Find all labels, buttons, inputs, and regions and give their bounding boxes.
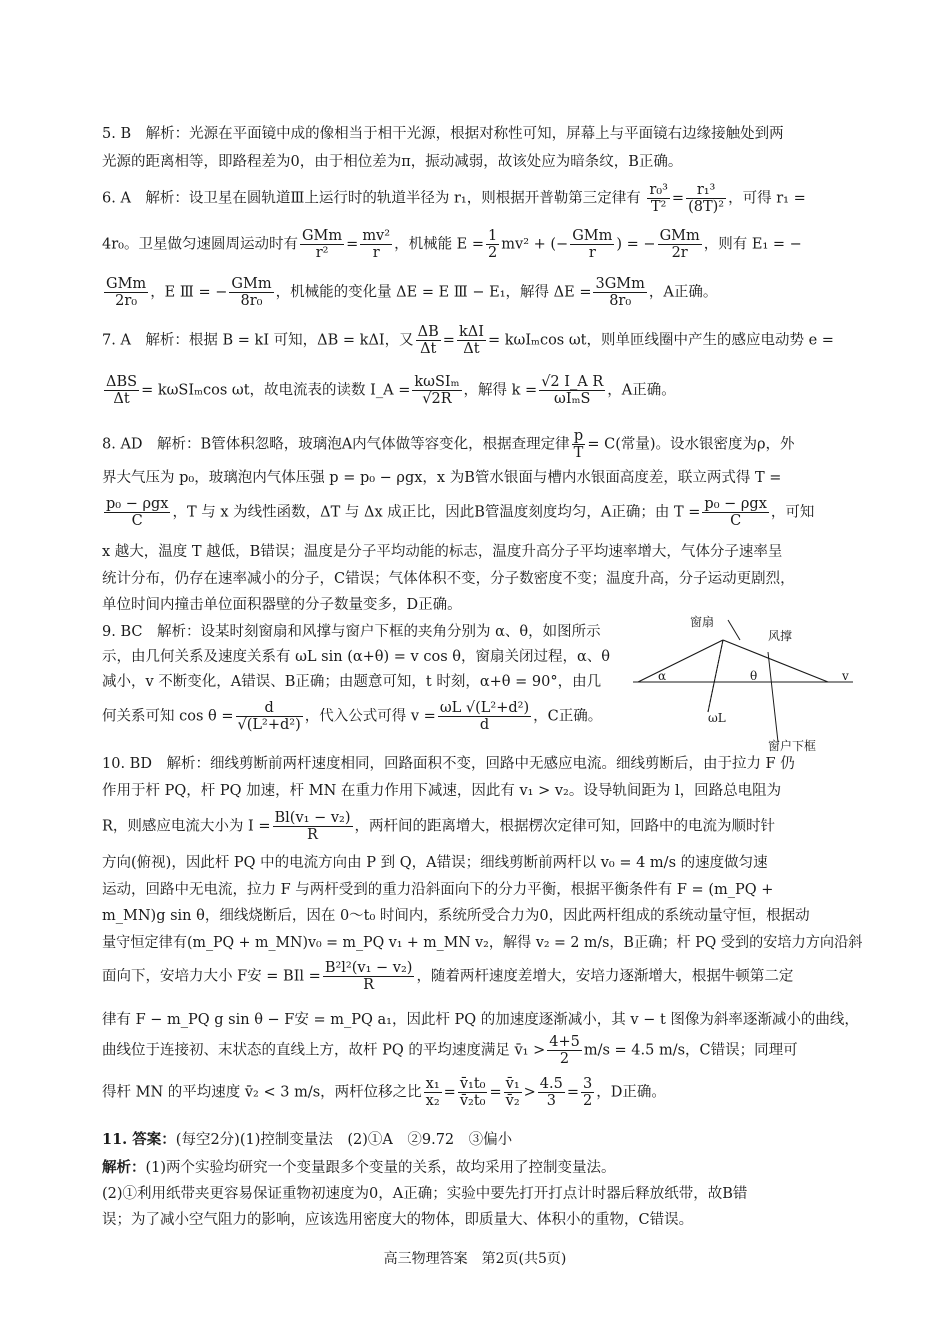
q10-line10: 曲线位于连接初、末状态的直线上方，故杆 PQ 的平均速度满足 v̄₁ > $\frac{4+5}{2}$ m/s = 4.5 m/s，C错误；同理可 xyxy=(102,1034,798,1067)
q7-line1: 7. A 解析：根据 B = kI 可知，ΔB = kΔI，又 $\frac{\Delta B}{\Delta t}$ = $\frac{\text{kΔI}}{\Delta t}$ = kωIₘcos ωt，则单匝线圈中产生的感应电动势 e = xyxy=(102,324,834,357)
q9-line2: 示，由几何关系及速度关系有 ωL sin (α+θ) = v cos θ，窗扇关闭过程，α、θ xyxy=(102,649,611,665)
q10-line3: R，则感应电流大小为 I = $\frac{\text{Bl(v₁ − v₂)}}{R}$ ，两杆间的距离增大，根据楞次定律可知，回路中的电流为顺时针 xyxy=(102,810,775,843)
q10-line9: 律有 F − m_PQ g sin θ − F安 = m_PQ a₁，因此杆 PQ 的加速度逐渐减小，其 v − t 图像为斜率逐渐减小的曲线， xyxy=(102,1012,859,1028)
stay-line xyxy=(723,640,828,682)
label-sash: 窗扇 xyxy=(690,615,715,629)
q10-line2: 作用于杆 PQ，杆 PQ 加速，杆 MN 在重力作用下减速，因此有 v₁ > v₂。设导轨间距为 l，回路总电阻为 xyxy=(102,783,782,799)
label-stay: 风撑 xyxy=(768,629,793,643)
q10-line7: 量守恒定律有(m_PQ + m_MN)v₀ = m_PQ v₁ + m_MN v₂，解得 v₂ = 2 m/s，B正确；杆 PQ 受到的安培力方向沿斜 xyxy=(102,935,863,951)
q8-line1: 8. AD 解析：B管体积忽略，玻璃泡A内气体做等容变化，根据查理定律 $\frac{p}{T}$ = C(常量)。设水银密度为ρ，外 xyxy=(102,428,795,461)
q11-line2: 解析：(1)两个实验均研究一个变量跟多个变量的关系，故均采用了控制变量法。 xyxy=(102,1159,616,1176)
q6-line3: $\frac{\text{GMm}}{\text{2r₀}}$ ，E Ⅲ = − $\frac{\text{GMm}}{\text{8r₀}}$ ，机械能的变化量 ΔE = E Ⅲ − E₁，解得 ΔE = $\frac{\text{3GMm}}{\text{8r₀}}$ ，A正确。 xyxy=(106,276,718,309)
q9-line3: 减小，v 不断变化，A错误、B正确；由题意可知，t 时刻，α+θ = 90°，由几 xyxy=(102,674,602,690)
label-frame: 窗户下框 xyxy=(768,739,817,752)
q11-line1: 11. 答案：(每空2分)(1)控制变量法 (2)①A ②9.72 ③偏小 xyxy=(102,1131,513,1148)
label-theta: θ xyxy=(750,669,758,683)
q10-line4: 方向(俯视)，因此杆 PQ 中的电流方向由 P 到 Q，A错误；细线剪断前两杆以 v₀ = 4 m/s 的速度做匀速 xyxy=(102,855,768,871)
q11-line3: (2)①利用纸带夹更容易保证重物初速度为0，A正确；实验中要先打开打点计时器后释放纸带，故B错 xyxy=(102,1186,748,1202)
label-v: v xyxy=(842,669,849,683)
q7-line2: $\frac{\text{ΔBS}}{\Delta t}$ = kωSIₘcos ωt，故电流表的读数 I_A = $\frac{\text{kωSIₘ}}{√2R}$ ，解得 k = $\frac{\text{√2 I\_A R}}{\text{ωIₘS}}$ ，A正确。 xyxy=(106,374,676,407)
q5-line2: 光源的距离相等，即路程差为0，由于相位差为π，振动减弱，故该处应为暗条纹，B正确。 xyxy=(102,154,683,170)
page-footer: 高三物理答案 第2页(共5页) xyxy=(383,1251,567,1267)
q6-line1: 6. A 解析：设卫星在圆轨道Ⅲ上运行时的轨道半径为 r₁，则根据开普勒第三定律有 $\frac{\text{r₀³}}{\text{T²}}$ = $\frac{\text{r₁³}}{\text{(8T)²}}$ ，可得 r₁ = xyxy=(102,182,806,215)
frame-pointer xyxy=(768,652,778,742)
q11-line4: 误；为了减小空气阻力的影响，应该选用密度大的物体，即质量大、体积小的重物，C错误。 xyxy=(102,1212,694,1228)
label-wl: ωL xyxy=(708,711,726,725)
q8-line6: 单位时间内撞击单位面积器壁的分子数量变多，D正确。 xyxy=(102,597,462,613)
q10-line6: m_MN)g sin θ，细线烧断后，因在 0～t₀ 时间内，系统所受合力为0，因此两杆组成的系统动量守恒，根据动 xyxy=(102,908,810,924)
q10-line11: 得杆 MN 的平均速度 v̄₂ < 3 m/s，两杆位移之比 $\frac{\text{x₁}}{\text{x₂}}$ = $\frac{\text{v̄₁t₀}}{\text{v̄₂t₀}}$ = $\frac{\text{v̄₁}}{\text{v̄₂}}$ > $\frac{4.5}{3}$ = $\frac{3}{2}$ ，D正确。 xyxy=(102,1076,666,1109)
q6-line2: 4r₀。卫星做匀速圆周运动时有 $\frac{\text{GMm}}{\text{r²}}$ = $\frac{\text{mv²}}{r}$ ，机械能 E = $\frac{1}{2}$ mv² + (− $\frac{\text{GMm}}{r}$ ) = − $\frac{\text{GMm}}{2r}$ ，则有 E₁ = − xyxy=(102,228,802,261)
q9-line1: 9. BC 解析：设某时刻窗扇和风撑与窗户下框的夹角分别为 α、θ，如图所示 xyxy=(102,624,601,640)
q8-line5: 统计分布，仍存在速率减小的分子，C错误；气体体积不变，分子数密度不变；温度升高，分子运动更剧烈， xyxy=(102,571,795,587)
q10-line8: 面向下，安培力大小 F安 = BIl = $\frac{\text{B²l²(v₁ − v₂)}}{R}$ ，随着两杆速度差增大，安培力逐渐增大，根据牛顿第二定 xyxy=(102,960,794,993)
dashed-line xyxy=(708,640,723,712)
q10-line5: 运动，回路中无电流，拉力 F 与两杆受到的重力沿斜面向下的分力平衡，根据平衡条件有 F = (m_PQ + xyxy=(102,882,774,898)
label-alpha: α xyxy=(658,669,667,683)
window-stay-diagram xyxy=(628,612,858,752)
sash-arrow xyxy=(728,620,740,640)
q10-line1: 10. BD 解析：细线剪断前两杆速度相同，回路面积不变，回路中无感应电流。细线剪断后，由于拉力 F 仍 xyxy=(102,756,795,772)
q8-line3: $\frac{\text{p₀ − ρgx}}{C}$ ，T 与 x 为线性函数，ΔT 与 Δx 成正比，因此B管温度刻度均匀，A正确；由 T = $\frac{\text{p₀ − ρgx}}{C}$ ，可知 xyxy=(106,496,815,529)
q8-line4: x 越大，温度 T 越低，B错误；温度是分子平均动能的标志，温度升高分子平均速率增大，气体分子速率呈 xyxy=(102,544,783,560)
q5-line1: 5. B 解析：光源在平面镜中成的像相当于相干光源，根据对称性可知，屏幕上与平面镜右边缘接触处到两 xyxy=(102,126,784,142)
q8-line2: 界大气压为 p₀，玻璃泡内气体压强 p = p₀ − ρgx，x 为B管水银面与槽内水银面高度差，联立两式得 T = xyxy=(102,470,782,486)
q9-line4: 何关系可知 cos θ = $\frac{d}{\text{√(L²+d²)}}$ ，代入公式可得 v = $\frac{\text{ωL √(L²+d²)}}{d}$ ，C正确。 xyxy=(102,700,603,733)
sash-line xyxy=(638,640,723,682)
